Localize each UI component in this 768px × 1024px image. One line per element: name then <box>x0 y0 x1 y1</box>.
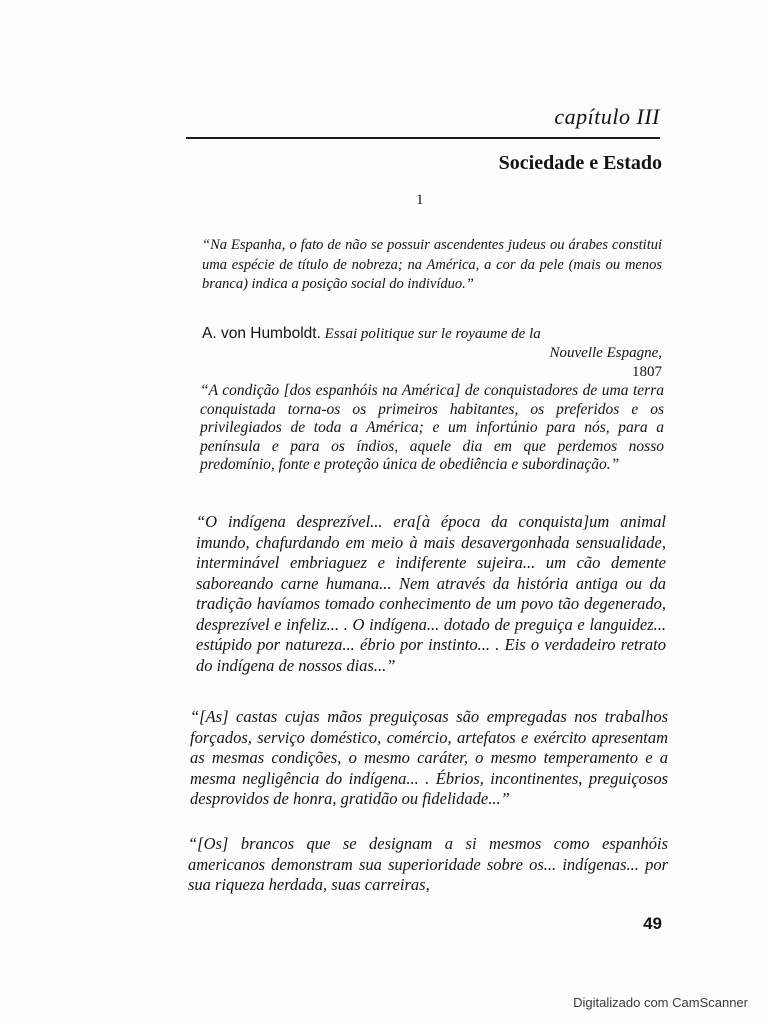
quote-conquistadores: “A condição [dos espanhóis na América] de conquistadores de uma terra conquistada torna-os os primeiros habitantes, os preferidos e os privilegiados de toda a América; e um infortúnio para nós, para a península e para os índios, aquele dia em que perdemos nosso predomínio, fonte e proteção única de obediência e subordinação.” <box>200 382 664 473</box>
quote-castas: “[As] castas cujas mãos preguiçosas são empregadas nos trabalhos forçados, serviço doméstico, comércio, artefatos e exército apresentam as mesmas condições, o mesmo caráter, o mesmo temperamento e a mesma negligência do indígena... . Ébrios, incontinentes, preguiçosos desprovidos de honra, gratidão ou fidelidade...” <box>190 707 668 808</box>
page-number: 49 <box>643 914 662 933</box>
section-number: 1 <box>416 192 424 208</box>
header-rule <box>186 137 660 139</box>
section-title: Sociedade e Estado <box>498 152 662 174</box>
quote-indigena: “O indígena desprezível... era[à época da conquista]um animal imundo, chafurdando em meio à mais desavergonhada sensualidade, interminável embriaguez e indiferente sujeira... um cão demente saboreando carne humana... Nem através da história antiga ou da tradição havíamos tomado conhecimento de um povo tão degenerado, desprezível e infeliz... . O indígena... dotado de preguiça e languidez... estúpido por natureza... ébrio por instinto... . Eis o verdadeiro retrato do indígena de nossos dias...” <box>196 512 666 675</box>
scanner-watermark: Digitalizado com CamScanner <box>573 995 748 1010</box>
quote-humboldt: “Na Espanha, o fato de não se possuir ascendentes judeus ou árabes constitui uma espécie de título de nobreza; na América, a cor da pele (mais ou menos branca) indica a posição social do indivíduo.” <box>202 237 662 292</box>
attribution-book-title: Essai politique sur le royaume de la <box>324 326 541 342</box>
quote-attribution <box>202 324 662 382</box>
attribution-year: 1807 <box>632 364 662 380</box>
attribution-book-title-cont: Nouvelle Espagne, <box>549 345 662 361</box>
quote-brancos: “[Os] brancos que se designam a si mesmos como espanhóis americanos demonstram sua superioridade sobre os... indígenas... por sua riqueza herdada, suas carreiras, <box>188 834 668 894</box>
chapter-label: capítulo III <box>554 104 660 129</box>
attribution-line-1 <box>202 324 662 344</box>
attribution-author: A. von Humboldt. <box>202 325 321 342</box>
